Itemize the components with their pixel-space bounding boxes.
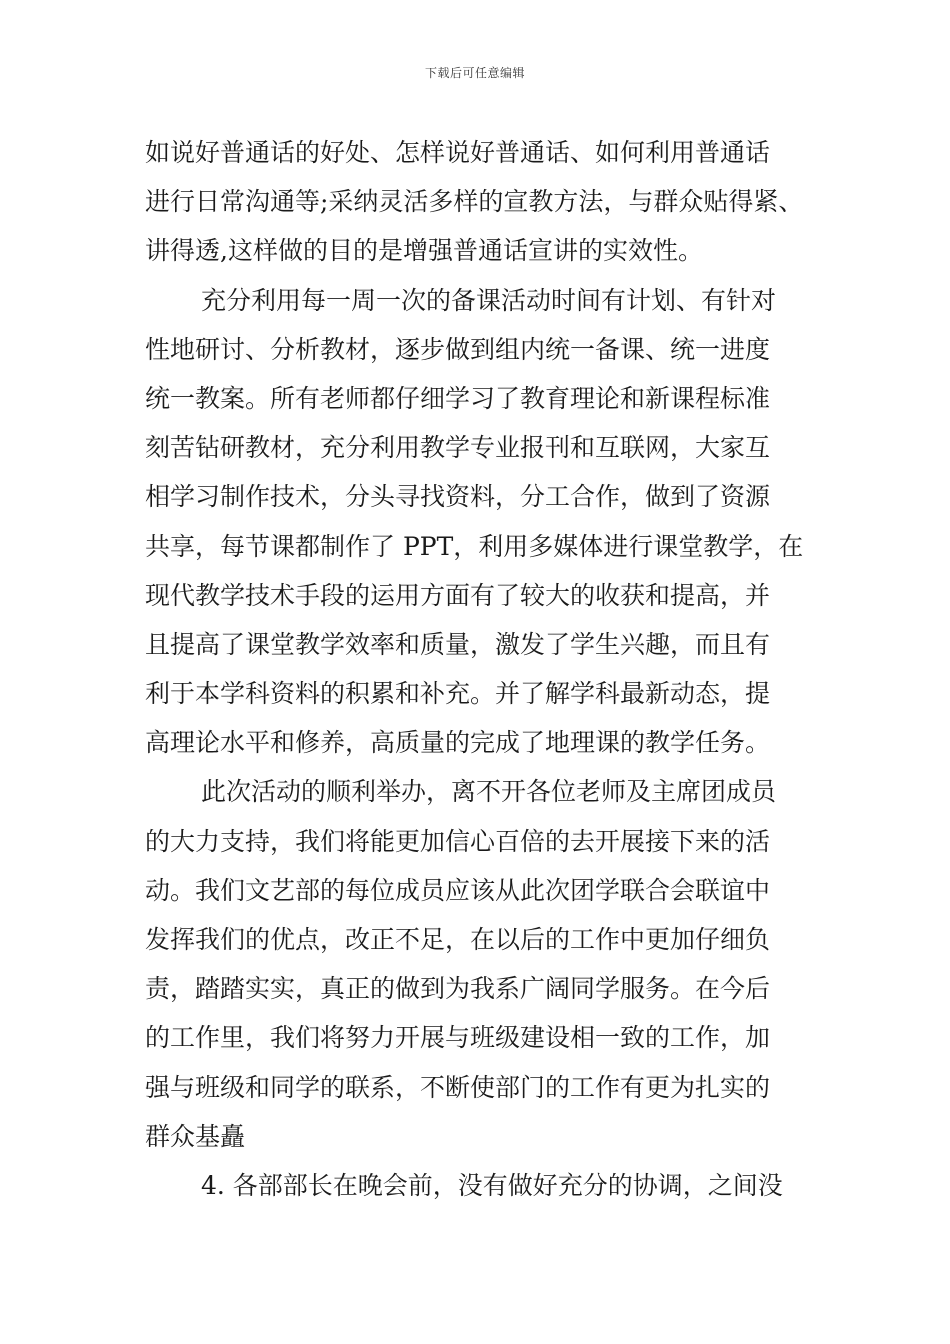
text-line: 相学习制作技术，分头寻找资料，分工合作，做到了资源: [145, 482, 771, 512]
text-line: 性地研讨、分析教材，逐步做到组内统一备课、统一进度: [145, 334, 771, 364]
paragraph: [145, 276, 835, 768]
text-line: 共享，每节课都制作了 PPT，利用多媒体进行课堂教学，在: [145, 531, 804, 561]
text-line: 高理论水平和修养，高质量的完成了地理课的教学任务。: [145, 728, 771, 758]
paragraph: [145, 1161, 835, 1210]
page-header: 下载后可任意编辑: [424, 66, 525, 80]
text-line: 统一教案。所有老师都仔细学习了教育理论和新课程标准: [145, 383, 771, 413]
text-line: 的大力支持，我们将能更加信心百倍的去开展接下来的活: [145, 826, 771, 856]
text-line: 充分利用每一周一次的备课活动时间有计划、有针对: [201, 285, 777, 315]
text-line: 讲得透,这样做的目的是增强普通话宣讲的实效性。: [145, 236, 703, 266]
text-line: 刻苦钻研教材，充分利用教学专业报刊和互联网，大家互: [145, 433, 771, 463]
paragraph: [145, 767, 835, 1161]
text-line: 进行日常沟通等;采纳灵活多样的宣教方法，与群众贴得紧、: [145, 187, 804, 217]
text-line: 且提高了课堂教学效率和质量，激发了学生兴趣，而且有: [145, 629, 771, 659]
text-line: 群众基矗: [145, 1121, 246, 1151]
text-line: 如说好普通话的好处、怎样说好普通话、如何利用普通话: [145, 138, 771, 167]
text-line: 此次活动的顺利举办，离不开各位老师及主席团成员: [201, 777, 777, 807]
document-body: [145, 128, 835, 1210]
text-line: 4. 各部部长在晚会前，没有做好充分的协调，之间没: [201, 1170, 783, 1200]
text-line: 现代教学技术手段的运用方面有了较大的收获和提高，并: [145, 580, 771, 610]
text-line: 的工作里，我们将努力开展与班级建设相一致的工作，加: [145, 1023, 771, 1053]
paragraph: [145, 128, 835, 276]
text-line: 利于本学科资料的积累和补充。并了解学科最新动态，提: [145, 679, 771, 709]
text-line: 发挥我们的优点，改正不足，在以后的工作中更加仔细负: [145, 925, 771, 954]
text-line: 责，踏踏实实，真正的做到为我系广阔同学服务。在今后: [145, 974, 771, 1004]
text-line: 动。我们文艺部的每位成员应该从此次团学联合会联谊中: [145, 875, 771, 905]
text-line: 强与班级和同学的联系，不断使部门的工作有更为扎实的: [145, 1072, 771, 1102]
